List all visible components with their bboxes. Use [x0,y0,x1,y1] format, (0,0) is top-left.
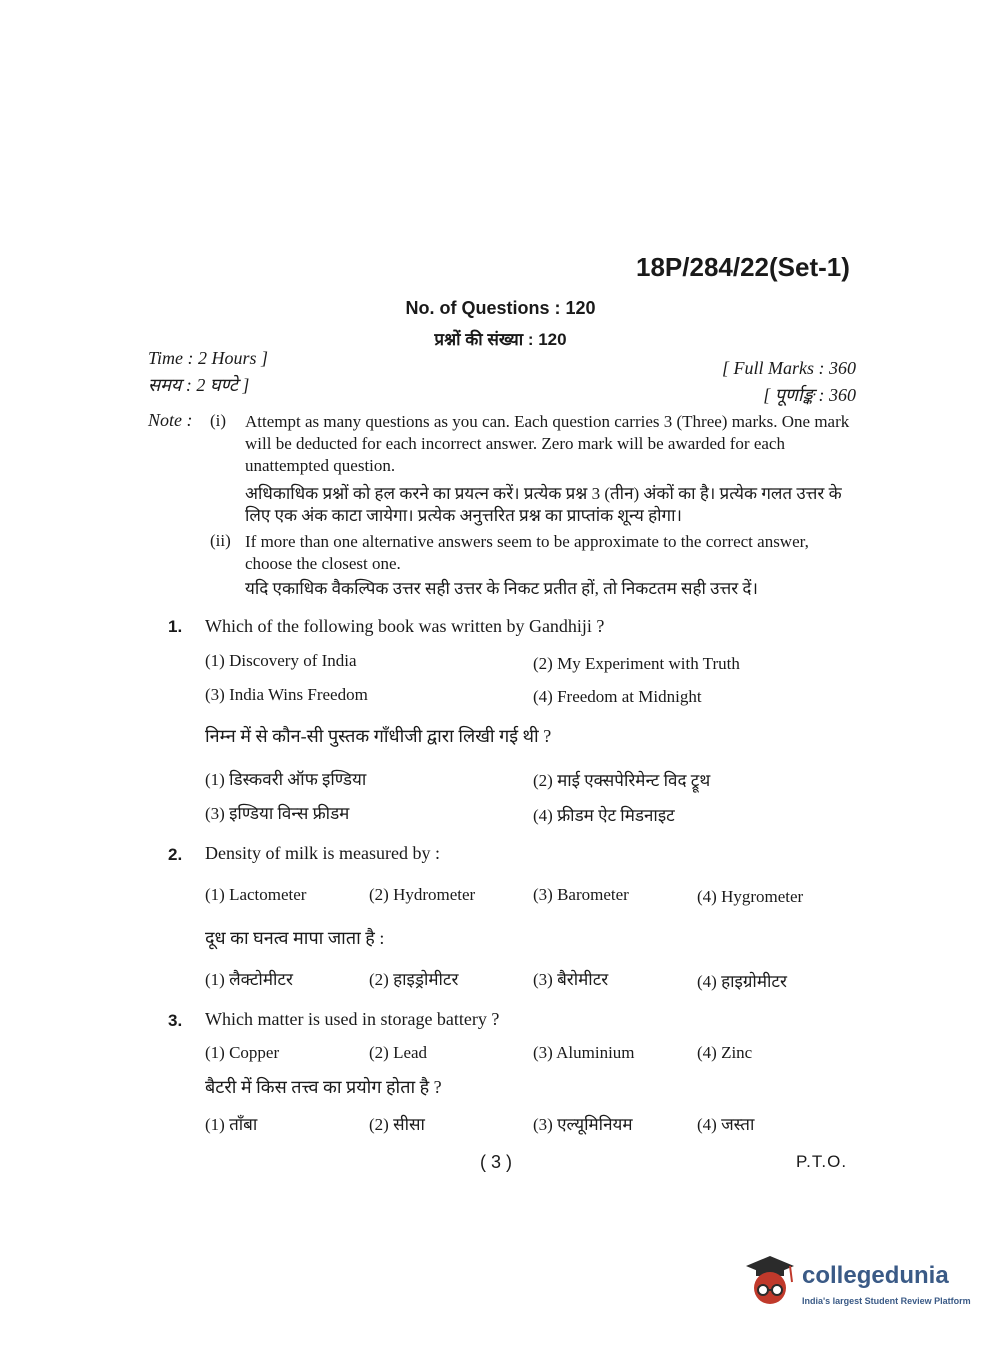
option-en: (3) India Wins Freedom [205,685,368,704]
note-label: Note : [148,410,193,430]
question-text-hi: दूध का घनत्व मापा जाता है : [205,928,385,948]
question-text-en: Which of the following book was written by Gandhiji ? [205,616,605,636]
time-en: Time : 2 Hours ] [148,348,269,368]
option-hi: (1) डिस्कवरी ऑफ इण्डिया [205,770,367,789]
option-en: (1) Discovery of India [205,651,357,670]
note-item-text-en: Attempt as many questions as you can. Each question carries 3 (Three) marks. One mark will be deducted for each incorrect answer. Zero mark will be awarded for each unattempted question. [245,412,850,475]
option-hi: (4) जस्ता [697,1115,755,1134]
option-en: (1) Copper [205,1043,280,1062]
collegedunia-logo-icon [742,1252,798,1316]
note-item-text-hi: यदि एकाधिक वैकल्पिक उत्तर सही उत्तर के निकट प्रतीत हों, तो निकटतम सही उत्तर दें। [245,579,758,598]
full-marks-en: [ Full Marks : 360 [722,358,856,378]
note-item-text-hi: अधिकाधिक प्रश्नों को हल करने का प्रयत्न करें। प्रत्येक प्रश्न 3 (तीन) अंकों का है। प्रत्येक गलत उत्तर के लिए एक अंक काटा जायेगा। प्रत्येक अनुत्तरित प्रश्न का प्राप्तांक शून्य होगा। [245,484,842,525]
option-hi: (3) एल्यूमिनियम [533,1115,633,1134]
option-en: (4) Zinc [697,1043,753,1062]
option-en: (4) Freedom at Midnight [533,687,702,706]
option-hi: (1) ताँबा [205,1115,258,1134]
option-en: (2) My Experiment with Truth [533,654,740,673]
option-hi: (3) बैरोमीटर [533,970,609,989]
note-item-number: (ii) [210,531,231,550]
option-en: (3) Barometer [533,885,629,904]
option-en: (2) Hydrometer [369,885,476,904]
pto-label: P.T.O. [796,1152,848,1171]
paper-code: 18P/284/22(Set-1) [636,252,850,282]
number-of-questions-en: No. of Questions : 120 [405,298,596,318]
page-number: ( 3 ) [480,1152,513,1172]
option-hi: (4) हाइग्रोमीटर [697,972,787,991]
note-item-text-en: If more than one alternative answers seem to be approximate to the correct answer, choose the closest one. [245,532,809,573]
option-hi: (1) लैक्टोमीटर [205,970,293,989]
question-text-en: Which matter is used in storage battery ? [205,1009,500,1029]
option-en: (3) Aluminium [533,1043,635,1062]
option-hi: (2) सीसा [369,1115,425,1134]
watermark-tagline: India's largest Student Review Platform [802,1296,971,1306]
option-en: (2) Lead [369,1043,428,1062]
question-number: 1. [168,617,183,636]
option-hi: (2) हाइड्रोमीटर [369,970,459,989]
time-hi: समय : 2 घण्टे ] [148,375,250,395]
option-en: (1) Lactometer [205,885,307,904]
option-hi: (4) फ्रीडम ऐट मिडनाइट [533,806,675,825]
note-item-number: (i) [210,411,227,430]
question-text-hi: बैटरी में किस तत्त्व का प्रयोग होता है ? [205,1077,442,1097]
number-of-questions-hi: प्रश्नों की संख्या : 120 [434,330,567,349]
watermark-brand: collegedunia [802,1262,949,1289]
option-hi: (2) माई एक्सपेरिमेन्ट विद ट्रूथ [533,771,711,790]
question-number: 3. [168,1011,183,1030]
full-marks-hi: [ पूर्णाङ्क : 360 [763,385,856,405]
option-hi: (3) इण्डिया विन्स फ्रीडम [205,804,350,823]
option-en: (4) Hygrometer [697,887,804,906]
question-number: 2. [168,845,183,864]
question-text-hi: निम्न में से कौन-सी पुस्तक गाँधीजी द्वारा लिखी गई थी ? [205,726,552,746]
question-text-en: Density of milk is measured by : [205,843,440,863]
